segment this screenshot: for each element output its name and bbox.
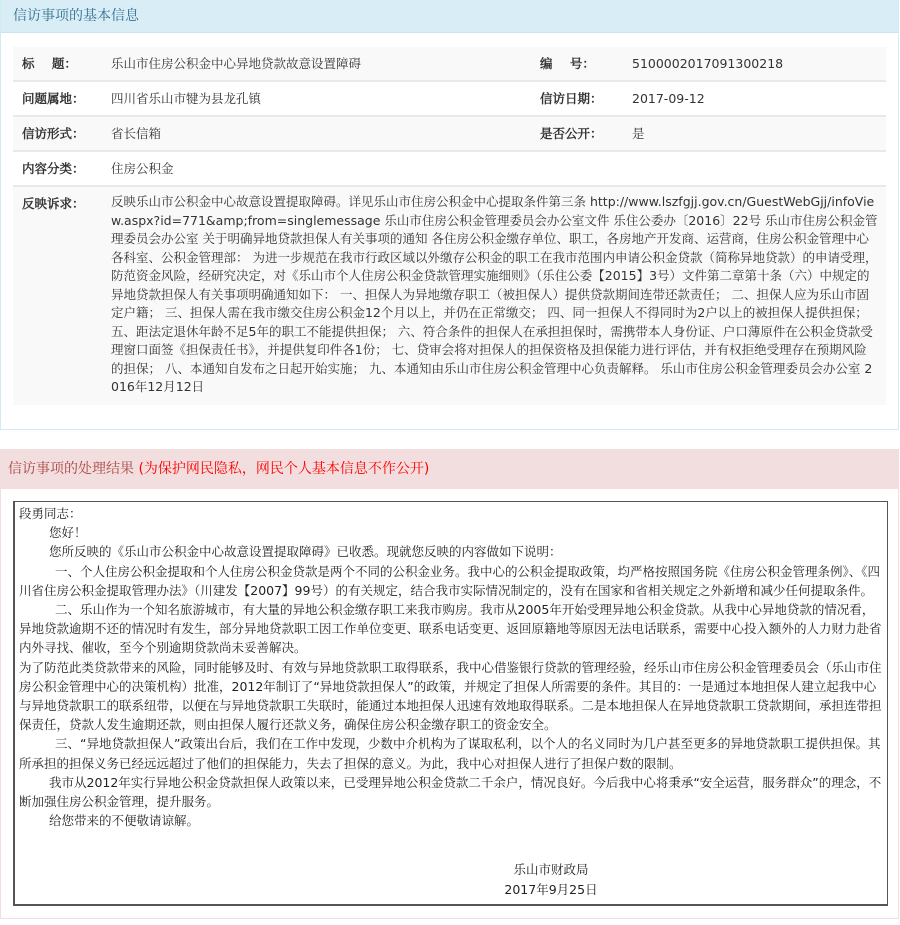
title-label: 标 题：: [22, 56, 77, 71]
reply-content: [13, 501, 888, 906]
date-value: 2017-09-12: [632, 91, 705, 106]
reply-paragraph-1: 一、个人住房公积金提取和个人住房公积金贷款是两个不同的公积金业务。我中心的公积金提取政策，均严格按照国务院《住房公积金管理条例》、《四川省住房公积金提取管理办法》（川建发【2007】99号）的有关规定，结合我市实际情况制定的，没有在国家和省相关规定之外新增和减少任何提取条件。: [19, 563, 881, 598]
form-label: 信访形式：: [22, 126, 85, 141]
result-header-title: 信访事项的处理结果: [8, 461, 134, 477]
reply-greeting: 您好！: [49, 525, 87, 541]
number-value: 5100002017091300218: [632, 56, 784, 71]
basic-info-header: 信访事项的基本信息: [1, 0, 898, 33]
basic-info-panel: [0, 0, 899, 430]
reply-paragraph-2: 二、乐山作为一个知名旅游城市，有大量的异地公积金缴存职工来我市购房。我市从2005年开始受理异地公积金贷款。从我中心异地贷款的情况看，异地贷款逾期不还的情况时有发生，部分异地贷款职工因工作单位变更、联系电话变更、返回原籍地等原因无法电话联系，需要中心投入额外的人力财力赴省内外寻找、催收，至今个别逾期贷款尚未妥善解决。: [19, 602, 882, 656]
date-label: 信访日期：: [540, 91, 603, 106]
category-label: 内容分类：: [22, 161, 85, 176]
info-row-title: [13, 47, 886, 82]
reply-paragraph-3: 为了防范此类贷款带来的风险，同时能够及时、有效与异地贷款职工取得联系，我中心借鉴银行贷款的管理经验，经乐山市住房公积金管理委员会（乐山市住房公积金管理中心的决策机构）批准，2012年制订了“异地贷款担保人”的政策，并规定了担保人所需要的条件。其目的：一是通过本地担保人建立起我中心与异地贷款职工的联系纽带，以便在与异地贷款职工失联时，能通过本地担保人迅速有效地取得联系。二是本地担保人在异地贷款职工贷款期间，承担连带担保责任，贷款人发生逾期还款，则由担保人履行还款义务，确保住房公积金缴存职工的资金安全。: [19, 659, 882, 733]
info-row-complaint: [13, 187, 886, 405]
info-table: [13, 47, 886, 405]
info-row-category: [13, 152, 886, 187]
number-label: 编 号：: [540, 56, 595, 71]
reply-intro: 您所反映的《乐山市公积金中心故意设置提取障碍》已收悉。现就您反映的内容做如下说明：: [49, 544, 562, 560]
complaint-label: 反映诉求：: [22, 196, 85, 211]
public-label: 是否公开：: [540, 126, 603, 141]
result-header: [1, 449, 898, 489]
reply-paragraph-5: 我市从2012年实行异地公积金贷款担保人政策以来，已受理异地公积金贷款二千余户，情况良好。今后我中心将秉承“安全运营，服务群众”的理念，不断加强住房公积金管理，提升服务。: [19, 774, 882, 810]
public-value: 是: [632, 126, 645, 141]
location-value: 四川省乐山市犍为县龙孔镇: [111, 91, 262, 106]
complaint-value: 反映乐山市公积金中心故意设置提取障碍。详见乐山市住房公积金中心提取条件第三条 http://www.lszfgjj.gov.cn/GuestWebGjj/infoView.aspx?id=771&amp;from=singlemessage 乐山市住房公积金管理委员会办公室文件 乐住公委办〔2016〕22号 乐山市住房公积金管理委员会办公室 关于明确异地贷款担保人有关事项的通知 各住房公积金缴存单位、职工，各房地产开发商、运营商，住房公积金管理中心各科室、公积金管理部： 为进一步规范在我市行政区域以外缴存公积金的职工在我市范围内申请公积金贷款（简称异地贷款）的申请受理，防范资金风险，经研究决定，对《乐山市个人住房公积金贷款管理实施细则》（乐住公委【2015】3号）文件第二章第十条（六）中规定的异地贷款担保人有关事项明确通知如下： 一、担保人为异地缴存职工（被担保人）提供贷款期间连带还款责任； 二、担保人应为乐山市固定户籍； 三、担保人需在我市缴交住房公积金12个月以上，并仍在正常缴交； 四、同一担保人不得同时为2户以上的被担保人提供担保； 五、距法定退休年龄不足5年的职工不能提供担保； 六、符合条件的担保人在承担担保时，需携带本人身份证、户口薄原件在公积金贷款受理窗口面签《担保责任书》，并提供复印件各1份； 七、贷审会将对担保人的担保资格及担保能力进行评估，并有权拒绝受理存在预期风险的担保； 八、本通知自发布之日起开始实施； 九、本通知由乐山市住房公积金管理中心负责解释。 乐山市住房公积金管理委员会办公室 2016年12月12日: [111, 194, 878, 394]
reply-closing: 给您带来的不便敬请谅解。: [49, 813, 200, 829]
info-row-location: [13, 82, 886, 117]
form-value: 省长信箱: [111, 126, 162, 141]
reply-salutation: 段勇同志：: [19, 506, 82, 521]
privacy-note: (为保护网民隐私，网民个人基本信息不作公开): [138, 461, 430, 477]
reply-signature: 乐山市财政局: [513, 862, 589, 878]
info-row-form: [13, 117, 886, 152]
reply-paragraph-4: 三、“异地贷款担保人”政策出台后，我们在工作中发现，少数中介机构为了谋取私利，以个人的名义同时为几户甚至更多的异地贷款职工提供担保。其所承担的担保义务已经远远超过了他们的担保能力，失去了担保的意义。为此，我中心对担保人进行了担保户数的限制。: [19, 736, 881, 771]
reply-sign-date: 2017年9月25日: [504, 881, 598, 897]
category-value: 住房公积金: [111, 161, 174, 176]
location-label: 问题属地：: [22, 91, 85, 106]
title-value: 乐山市住房公积金中心异地贷款故意设置障碍: [111, 56, 362, 71]
result-panel: [0, 449, 899, 919]
